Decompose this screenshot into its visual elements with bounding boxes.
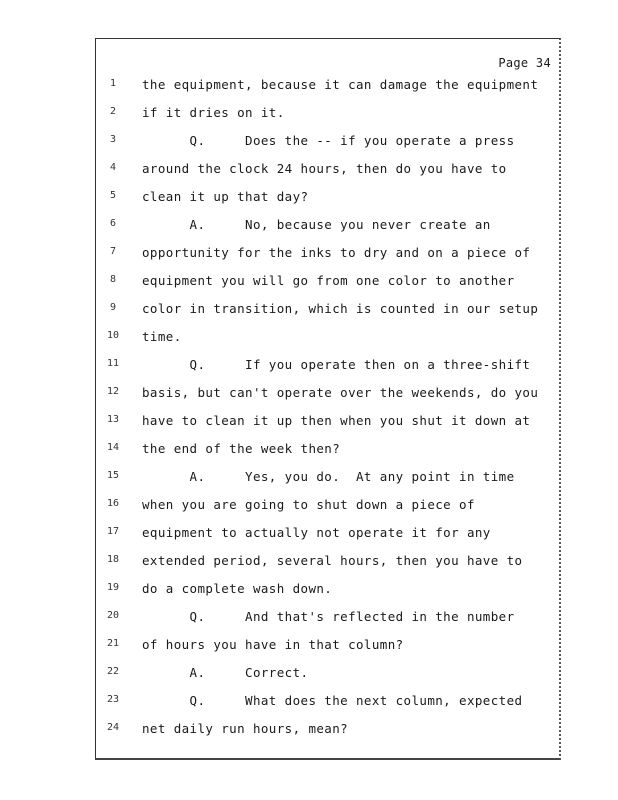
- line-number: 8: [109, 274, 117, 285]
- line-number: 23: [106, 694, 120, 705]
- transcript-line: Q. And that's reflected in the number: [142, 609, 515, 624]
- transcript-line: equipment to actually not operate it for any: [142, 525, 491, 540]
- line-number: 11: [106, 358, 120, 369]
- transcript-line: A. Yes, you do. At any point in time: [142, 469, 515, 484]
- line-number: 2: [109, 106, 117, 117]
- transcript-line: time.: [142, 329, 182, 344]
- line-number: 3: [109, 134, 117, 145]
- line-number: 20: [106, 610, 120, 621]
- line-number: 14: [106, 442, 120, 453]
- line-number: 5: [109, 190, 117, 201]
- line-number: 9: [109, 302, 117, 313]
- transcript-line: the equipment, because it can damage the equipment: [142, 77, 539, 92]
- transcript-line: around the clock 24 hours, then do you have to: [142, 161, 507, 176]
- line-number: 17: [106, 526, 120, 537]
- line-number: 21: [106, 638, 120, 649]
- line-number: 16: [106, 498, 120, 509]
- transcript-line: the end of the week then?: [142, 441, 341, 456]
- line-number: 13: [106, 414, 120, 425]
- line-number: 7: [109, 246, 117, 257]
- transcript-line: have to clean it up then when you shut it down at: [142, 413, 531, 428]
- transcript-line: color in transition, which is counted in our setup: [142, 301, 539, 316]
- transcript-line: net daily run hours, mean?: [142, 721, 349, 736]
- line-number: 1: [109, 78, 117, 89]
- line-number: 4: [109, 162, 117, 173]
- transcript-page: [95, 38, 561, 760]
- transcript-line: do a complete wash down.: [142, 581, 333, 596]
- line-number: 19: [106, 582, 120, 593]
- transcript-line: of hours you have in that column?: [142, 637, 404, 652]
- transcript-line: clean it up that day?: [142, 189, 309, 204]
- line-number: 22: [106, 666, 120, 677]
- line-number: 10: [106, 330, 120, 341]
- transcript-line: Q. What does the next column, expected: [142, 693, 523, 708]
- transcript-line: opportunity for the inks to dry and on a piece of: [142, 245, 531, 260]
- transcript-line: if it dries on it.: [142, 105, 285, 120]
- transcript-line: Q. Does the -- if you operate a press: [142, 133, 515, 148]
- transcript-line: A. No, because you never create an: [142, 217, 491, 232]
- page-number: Page 34: [498, 56, 551, 70]
- line-number: 15: [106, 470, 120, 481]
- transcript-line: equipment you will go from one color to another: [142, 273, 515, 288]
- line-number: 18: [106, 554, 120, 565]
- transcript-line: A. Correct.: [142, 665, 309, 680]
- transcript-line: when you are going to shut down a piece of: [142, 497, 475, 512]
- line-number: 24: [106, 722, 120, 733]
- line-number: 12: [106, 386, 120, 397]
- transcript-line: Q. If you operate then on a three-shift: [142, 357, 531, 372]
- transcript-line: extended period, several hours, then you have to: [142, 553, 523, 568]
- transcript-line: basis, but can't operate over the weekends, do you: [142, 385, 539, 400]
- line-number: 6: [109, 218, 117, 229]
